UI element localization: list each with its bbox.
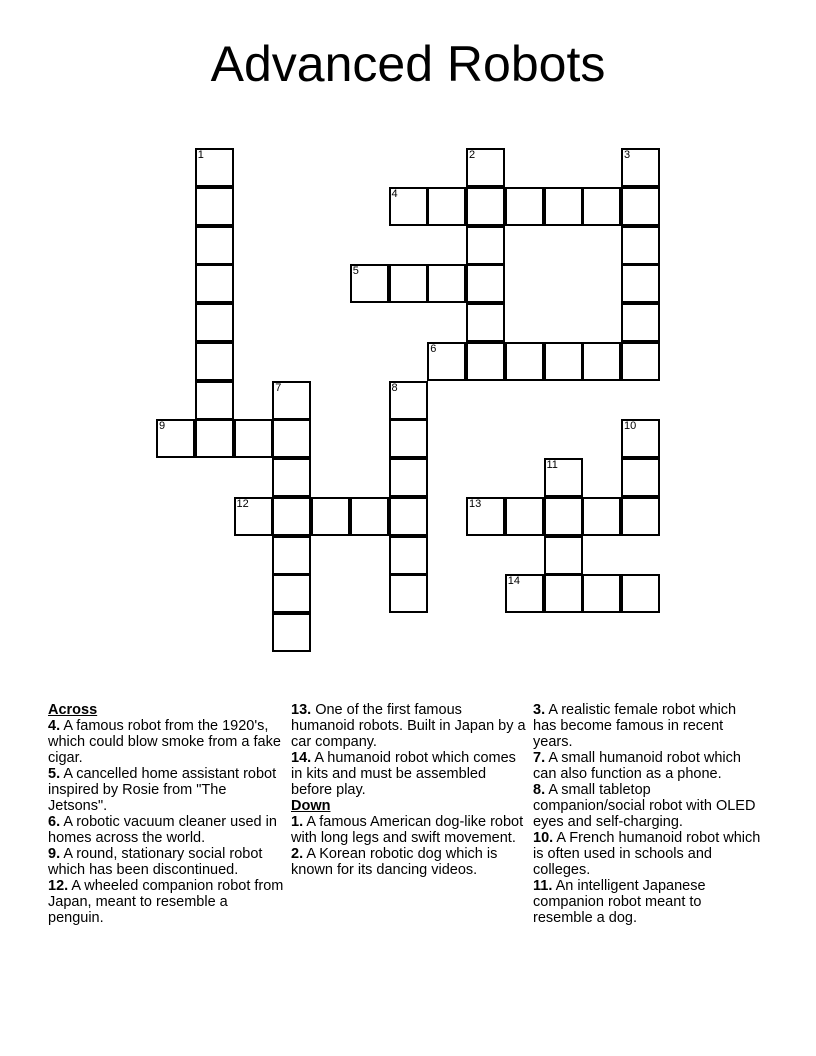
grid-cell[interactable] [427, 264, 466, 303]
grid-cell[interactable] [272, 497, 311, 536]
grid-cell[interactable] [234, 497, 273, 536]
grid-cell[interactable] [582, 342, 621, 381]
grid-cell[interactable] [195, 187, 234, 226]
grid-cell[interactable] [389, 187, 428, 226]
across-heading: Across [48, 702, 98, 718]
grid-cell[interactable] [427, 187, 466, 226]
cell-number: 3 [624, 149, 631, 161]
grid-cell[interactable] [621, 574, 660, 613]
grid-cell[interactable] [389, 574, 428, 613]
grid-cell[interactable] [466, 187, 505, 226]
grid-cell[interactable] [195, 148, 234, 187]
grid-cell[interactable] [582, 497, 621, 536]
grid-cell[interactable] [544, 536, 583, 575]
clue-across-6: 6. A robotic vacuum cleaner used in homes across the world. [48, 814, 277, 846]
grid-cell[interactable] [195, 264, 234, 303]
clue-down-2: 2. A Korean robotic dog which is known for its dancing videos. [291, 846, 498, 878]
grid-cell[interactable] [156, 419, 195, 458]
grid-cell[interactable] [466, 148, 505, 187]
grid-cell[interactable] [621, 303, 660, 342]
clue-down-8: 8. A small tabletop companion/social robot with OLED eyes and self-charging. [533, 782, 756, 830]
grid-cell[interactable] [466, 342, 505, 381]
grid-cell[interactable] [389, 419, 428, 458]
cell-number: 2 [469, 149, 476, 161]
grid-cell[interactable] [466, 226, 505, 265]
clues-column-1 [48, 702, 284, 926]
cell-number: 1 [197, 149, 204, 161]
cell-number: 11 [546, 459, 558, 471]
grid-cell[interactable] [621, 187, 660, 226]
grid-cell[interactable] [389, 264, 428, 303]
grid-cell[interactable] [544, 187, 583, 226]
grid-cell[interactable] [544, 458, 583, 497]
cell-number: 6 [430, 342, 437, 355]
clue-down-3: 3. A realistic female robot which has become famous in recent years. [533, 702, 737, 750]
grid-cell[interactable] [389, 381, 428, 420]
grid-cell[interactable] [582, 574, 621, 613]
grid-cell[interactable] [621, 497, 660, 536]
clues-column-2 [291, 702, 527, 878]
grid-cell[interactable] [311, 497, 350, 536]
clue-across-5: 5. A cancelled home assistant robot inspired by Rosie from "The Jetsons". [48, 766, 277, 814]
cell-number: 9 [159, 420, 166, 433]
grid-cell[interactable] [621, 419, 660, 458]
grid-cell[interactable] [195, 342, 234, 381]
grid-cell[interactable] [544, 497, 583, 536]
grid-cell[interactable] [389, 536, 428, 575]
cell-number: 4 [391, 187, 398, 200]
grid-cell[interactable] [621, 458, 660, 497]
clue-down-10: 10. A French humanoid robot which is often used in schools and colleges. [533, 830, 761, 878]
grid-cell[interactable] [389, 458, 428, 497]
grid-cell[interactable] [582, 187, 621, 226]
cell-number: 12 [236, 497, 249, 510]
grid-cell[interactable] [195, 303, 234, 342]
clue-down-1: 1. A famous American dog-like robot with long legs and swift movement. [291, 814, 524, 846]
cell-number: 13 [469, 497, 482, 510]
grid-cell[interactable] [544, 574, 583, 613]
grid-cell[interactable] [466, 497, 505, 536]
grid-cell[interactable] [505, 342, 544, 381]
grid-cell[interactable] [272, 574, 311, 613]
clue-across-12: 12. A wheeled companion robot from Japan, meant to resemble a penguin. [48, 878, 284, 926]
grid-cell[interactable] [505, 497, 544, 536]
grid-cell[interactable] [350, 264, 389, 303]
clue-across-13: 13. One of the first famous humanoid robots. Built in Japan by a car company. [291, 702, 526, 750]
grid-cell[interactable] [195, 419, 234, 458]
grid-cell[interactable] [350, 497, 389, 536]
grid-cell[interactable] [272, 536, 311, 575]
clue-across-14: 14. A humanoid robot which comes in kits and must be assembled before play. [291, 750, 516, 798]
grid-cell[interactable] [272, 419, 311, 458]
grid-cell[interactable] [621, 226, 660, 265]
grid-cell[interactable] [272, 381, 311, 420]
cell-number: 14 [507, 575, 520, 588]
grid-cell[interactable] [195, 226, 234, 265]
grid-cell[interactable] [505, 574, 544, 613]
grid-cell[interactable] [544, 342, 583, 381]
page-title: Advanced Robots [210, 36, 606, 92]
grid-cell[interactable] [389, 497, 428, 536]
grid-cell[interactable] [466, 264, 505, 303]
down-heading: Down [291, 798, 331, 814]
grid-cell[interactable] [621, 264, 660, 303]
clue-down-11: 11. An intelligent Japanese companion robot meant to resemble a dog. [533, 878, 706, 926]
clue-across-4: 4. A famous robot from the 1920's, which could blow smoke from a fake cigar. [48, 718, 281, 766]
cell-number: 8 [391, 381, 398, 394]
cell-number: 10 [624, 420, 637, 433]
cell-number: 5 [352, 265, 359, 278]
grid-cell[interactable] [621, 148, 660, 187]
grid-cell[interactable] [272, 458, 311, 497]
clue-down-7: 7. A small humanoid robot which can also function as a phone. [533, 750, 741, 782]
cell-number: 7 [275, 381, 282, 394]
grid-cell[interactable] [234, 419, 273, 458]
grid-cell[interactable] [466, 303, 505, 342]
grid-cell[interactable] [505, 187, 544, 226]
grid-cell[interactable] [272, 613, 311, 652]
clue-across-9: 9. A round, stationary social robot which has been discontinued. [48, 846, 263, 878]
grid-cell[interactable] [427, 342, 466, 381]
grid-cell[interactable] [195, 381, 234, 420]
clues-column-3 [533, 702, 763, 926]
grid-cell[interactable] [621, 342, 660, 381]
